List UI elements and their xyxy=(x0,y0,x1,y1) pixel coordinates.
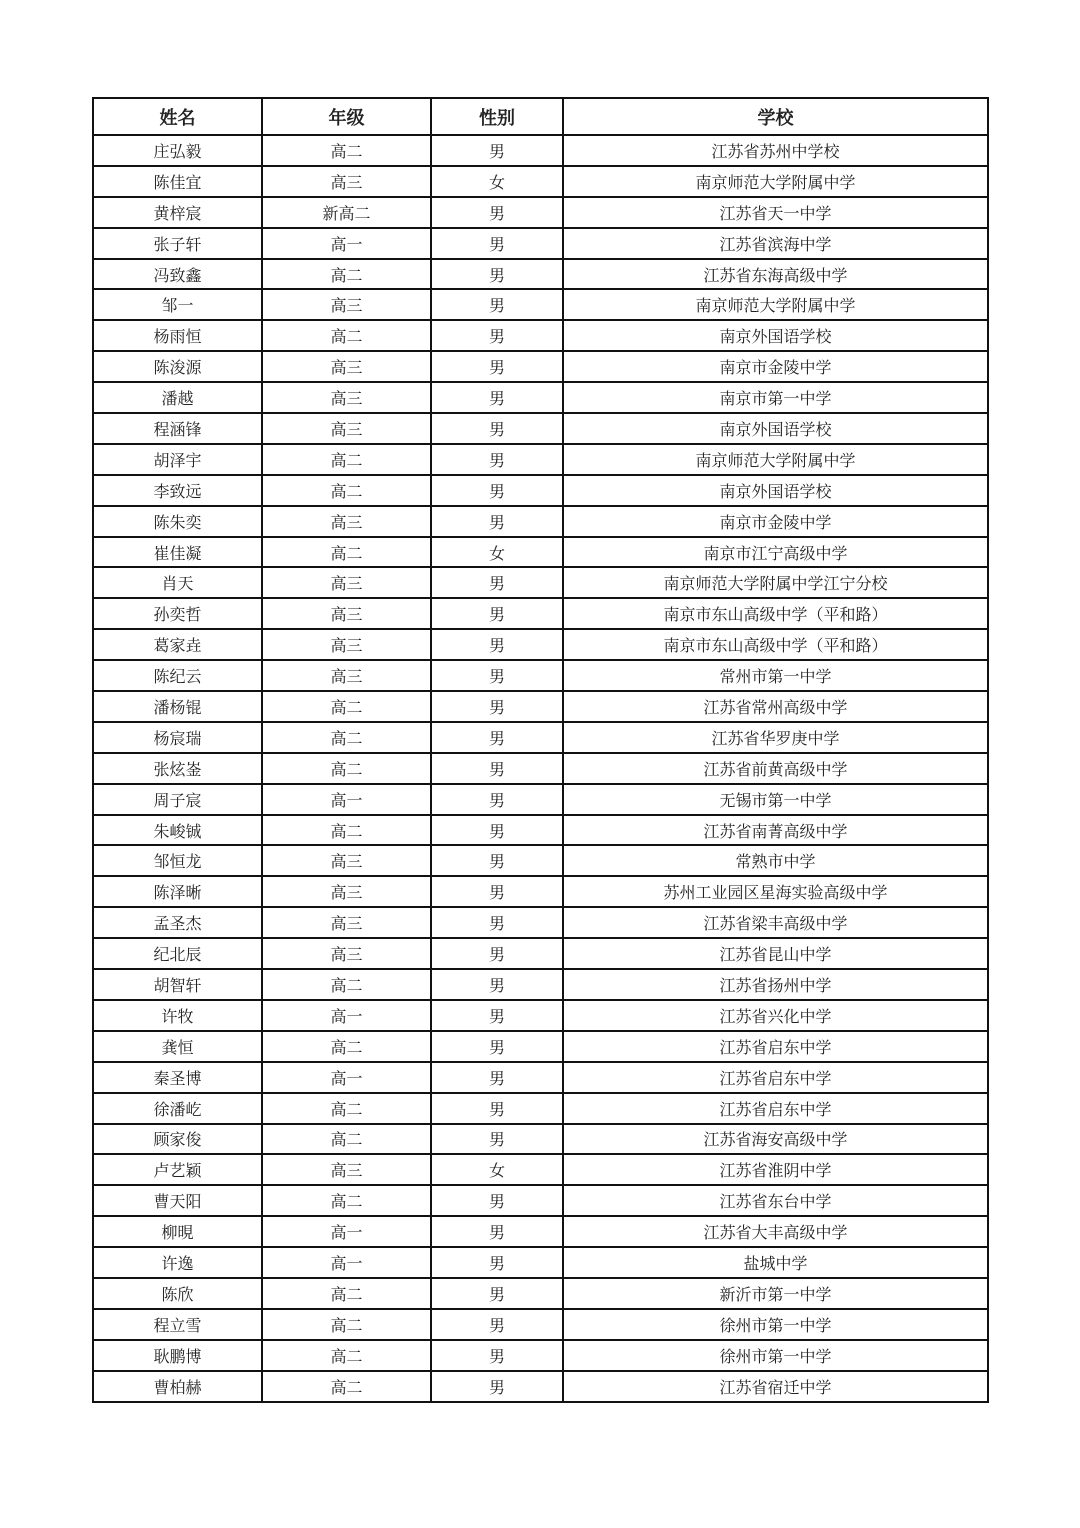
cell-grade: 高二 xyxy=(262,1124,431,1155)
cell-name: 柳晛 xyxy=(93,1216,262,1247)
cell-gender: 男 xyxy=(431,815,563,846)
cell-grade: 高二 xyxy=(262,753,431,784)
cell-gender: 男 xyxy=(431,197,563,228)
cell-school: 南京市第一中学 xyxy=(563,382,988,413)
cell-name: 许牧 xyxy=(93,1000,262,1031)
table-row xyxy=(93,1154,988,1185)
cell-school: 南京市东山高级中学（平和路） xyxy=(563,629,988,660)
header-name: 姓名 xyxy=(93,98,262,135)
cell-grade: 高二 xyxy=(262,1340,431,1371)
cell-name: 崔佳凝 xyxy=(93,537,262,568)
cell-school: 江苏省南菁高级中学 xyxy=(563,815,988,846)
cell-grade: 高二 xyxy=(262,1093,431,1124)
table-row xyxy=(93,938,988,969)
cell-name: 庄弘毅 xyxy=(93,135,262,166)
cell-gender: 男 xyxy=(431,876,563,907)
cell-gender: 女 xyxy=(431,1154,563,1185)
cell-name: 杨宸瑞 xyxy=(93,722,262,753)
cell-school: 南京师范大学附属中学 xyxy=(563,289,988,320)
cell-grade: 高三 xyxy=(262,166,431,197)
cell-grade: 高三 xyxy=(262,567,431,598)
table-row xyxy=(93,567,988,598)
cell-gender: 男 xyxy=(431,259,563,290)
cell-grade: 高二 xyxy=(262,444,431,475)
cell-grade: 高三 xyxy=(262,413,431,444)
cell-grade: 高二 xyxy=(262,815,431,846)
cell-school: 江苏省天一中学 xyxy=(563,197,988,228)
cell-gender: 男 xyxy=(431,135,563,166)
table-row xyxy=(93,166,988,197)
table-row xyxy=(93,320,988,351)
cell-name: 胡智轩 xyxy=(93,969,262,1000)
cell-grade: 高一 xyxy=(262,1000,431,1031)
cell-name: 曹柏赫 xyxy=(93,1371,262,1402)
cell-school: 江苏省昆山中学 xyxy=(563,938,988,969)
cell-gender: 男 xyxy=(431,1093,563,1124)
cell-grade: 高三 xyxy=(262,382,431,413)
cell-gender: 男 xyxy=(431,1000,563,1031)
cell-name: 邹一 xyxy=(93,289,262,320)
cell-school: 江苏省东海高级中学 xyxy=(563,259,988,290)
cell-grade: 高二 xyxy=(262,135,431,166)
cell-school: 江苏省宿迁中学 xyxy=(563,1371,988,1402)
cell-school: 南京外国语学校 xyxy=(563,475,988,506)
cell-grade: 高一 xyxy=(262,1062,431,1093)
cell-grade: 高三 xyxy=(262,506,431,537)
cell-name: 张炫崟 xyxy=(93,753,262,784)
table-row xyxy=(93,197,988,228)
cell-name: 陈泽晰 xyxy=(93,876,262,907)
cell-name: 卢艺颖 xyxy=(93,1154,262,1185)
cell-name: 邹恒龙 xyxy=(93,845,262,876)
cell-grade: 高三 xyxy=(262,907,431,938)
cell-name: 葛家垚 xyxy=(93,629,262,660)
table-row xyxy=(93,722,988,753)
table-row xyxy=(93,506,988,537)
cell-name: 陈佳宜 xyxy=(93,166,262,197)
table-row xyxy=(93,691,988,722)
cell-grade: 高二 xyxy=(262,1031,431,1062)
table-row xyxy=(93,228,988,259)
cell-grade: 高三 xyxy=(262,660,431,691)
cell-school: 江苏省大丰高级中学 xyxy=(563,1216,988,1247)
student-list-table xyxy=(92,97,989,1403)
cell-school: 江苏省淮阴中学 xyxy=(563,1154,988,1185)
cell-grade: 高二 xyxy=(262,320,431,351)
table-row xyxy=(93,537,988,568)
table-row xyxy=(93,753,988,784)
cell-school: 南京师范大学附属中学 xyxy=(563,444,988,475)
table-row xyxy=(93,629,988,660)
cell-school: 南京师范大学附属中学江宁分校 xyxy=(563,567,988,598)
cell-school: 江苏省苏州中学校 xyxy=(563,135,988,166)
cell-school: 常州市第一中学 xyxy=(563,660,988,691)
cell-gender: 男 xyxy=(431,1062,563,1093)
cell-name: 孟圣杰 xyxy=(93,907,262,938)
cell-name: 许逸 xyxy=(93,1247,262,1278)
cell-name: 杨雨恒 xyxy=(93,320,262,351)
cell-school: 江苏省海安高级中学 xyxy=(563,1124,988,1155)
cell-gender: 女 xyxy=(431,166,563,197)
cell-grade: 高二 xyxy=(262,259,431,290)
cell-name: 程涵锋 xyxy=(93,413,262,444)
cell-grade: 高一 xyxy=(262,1216,431,1247)
table-row xyxy=(93,135,988,166)
cell-gender: 男 xyxy=(431,413,563,444)
cell-grade: 高三 xyxy=(262,351,431,382)
table-row xyxy=(93,1031,988,1062)
table-row xyxy=(93,1185,988,1216)
table-row xyxy=(93,845,988,876)
cell-name: 纪北辰 xyxy=(93,938,262,969)
cell-gender: 男 xyxy=(431,1340,563,1371)
cell-name: 徐潘屹 xyxy=(93,1093,262,1124)
cell-name: 潘杨锟 xyxy=(93,691,262,722)
cell-gender: 男 xyxy=(431,1031,563,1062)
cell-name: 冯致鑫 xyxy=(93,259,262,290)
table-row xyxy=(93,1278,988,1309)
cell-name: 黄梓宸 xyxy=(93,197,262,228)
cell-school: 江苏省东台中学 xyxy=(563,1185,988,1216)
cell-gender: 男 xyxy=(431,1371,563,1402)
table-row xyxy=(93,1340,988,1371)
cell-name: 朱峻铖 xyxy=(93,815,262,846)
table-header-row xyxy=(93,98,988,135)
cell-name: 陈欣 xyxy=(93,1278,262,1309)
cell-school: 新沂市第一中学 xyxy=(563,1278,988,1309)
table-row xyxy=(93,1247,988,1278)
cell-gender: 男 xyxy=(431,1309,563,1340)
cell-gender: 男 xyxy=(431,598,563,629)
cell-grade: 高二 xyxy=(262,475,431,506)
cell-gender: 男 xyxy=(431,938,563,969)
cell-gender: 男 xyxy=(431,784,563,815)
table-row xyxy=(93,876,988,907)
cell-gender: 男 xyxy=(431,567,563,598)
cell-gender: 男 xyxy=(431,969,563,1000)
cell-name: 李致远 xyxy=(93,475,262,506)
header-grade: 年级 xyxy=(262,98,431,135)
cell-gender: 男 xyxy=(431,475,563,506)
cell-grade: 高三 xyxy=(262,1154,431,1185)
cell-school: 江苏省前黄高级中学 xyxy=(563,753,988,784)
cell-school: 南京师范大学附属中学 xyxy=(563,166,988,197)
table-row xyxy=(93,413,988,444)
cell-name: 陈朱奕 xyxy=(93,506,262,537)
cell-school: 江苏省扬州中学 xyxy=(563,969,988,1000)
cell-grade: 高二 xyxy=(262,1309,431,1340)
cell-gender: 男 xyxy=(431,1216,563,1247)
cell-grade: 高一 xyxy=(262,784,431,815)
cell-name: 胡泽宇 xyxy=(93,444,262,475)
cell-grade: 高二 xyxy=(262,722,431,753)
cell-grade: 高二 xyxy=(262,1185,431,1216)
cell-grade: 高二 xyxy=(262,969,431,1000)
table-row xyxy=(93,815,988,846)
cell-school: 江苏省华罗庚中学 xyxy=(563,722,988,753)
cell-name: 孙奕哲 xyxy=(93,598,262,629)
table-row xyxy=(93,1309,988,1340)
cell-name: 周子宸 xyxy=(93,784,262,815)
cell-school: 南京市东山高级中学（平和路） xyxy=(563,598,988,629)
cell-gender: 男 xyxy=(431,289,563,320)
cell-school: 盐城中学 xyxy=(563,1247,988,1278)
cell-school: 江苏省启东中学 xyxy=(563,1093,988,1124)
cell-grade: 高三 xyxy=(262,598,431,629)
cell-gender: 男 xyxy=(431,382,563,413)
cell-school: 徐州市第一中学 xyxy=(563,1309,988,1340)
cell-name: 张子轩 xyxy=(93,228,262,259)
cell-grade: 高一 xyxy=(262,1247,431,1278)
cell-gender: 男 xyxy=(431,691,563,722)
table-row xyxy=(93,784,988,815)
table-row xyxy=(93,969,988,1000)
cell-school: 徐州市第一中学 xyxy=(563,1340,988,1371)
table-row xyxy=(93,598,988,629)
table-row xyxy=(93,1124,988,1155)
table-row xyxy=(93,382,988,413)
cell-gender: 男 xyxy=(431,845,563,876)
cell-gender: 男 xyxy=(431,351,563,382)
cell-school: 苏州工业园区星海实验高级中学 xyxy=(563,876,988,907)
cell-school: 无锡市第一中学 xyxy=(563,784,988,815)
cell-gender: 男 xyxy=(431,1247,563,1278)
cell-gender: 男 xyxy=(431,907,563,938)
cell-name: 耿鹏博 xyxy=(93,1340,262,1371)
cell-gender: 男 xyxy=(431,722,563,753)
cell-grade: 高三 xyxy=(262,845,431,876)
cell-gender: 男 xyxy=(431,506,563,537)
cell-school: 江苏省梁丰高级中学 xyxy=(563,907,988,938)
cell-gender: 男 xyxy=(431,228,563,259)
cell-gender: 男 xyxy=(431,444,563,475)
cell-school: 南京外国语学校 xyxy=(563,320,988,351)
cell-gender: 男 xyxy=(431,1185,563,1216)
cell-school: 江苏省启东中学 xyxy=(563,1062,988,1093)
cell-name: 顾家俊 xyxy=(93,1124,262,1155)
cell-name: 陈浚源 xyxy=(93,351,262,382)
table-row xyxy=(93,1093,988,1124)
table-row xyxy=(93,1371,988,1402)
cell-school: 南京市江宁高级中学 xyxy=(563,537,988,568)
cell-grade: 高一 xyxy=(262,228,431,259)
cell-name: 陈纪云 xyxy=(93,660,262,691)
cell-grade: 高三 xyxy=(262,938,431,969)
cell-grade: 高二 xyxy=(262,1371,431,1402)
table-body xyxy=(93,135,988,1402)
cell-school: 常熟市中学 xyxy=(563,845,988,876)
cell-name: 曹天阳 xyxy=(93,1185,262,1216)
cell-name: 秦圣博 xyxy=(93,1062,262,1093)
cell-grade: 高二 xyxy=(262,691,431,722)
header-school: 学校 xyxy=(563,98,988,135)
table-row xyxy=(93,351,988,382)
cell-gender: 男 xyxy=(431,660,563,691)
cell-gender: 男 xyxy=(431,629,563,660)
cell-gender: 男 xyxy=(431,1124,563,1155)
cell-school: 南京市金陵中学 xyxy=(563,351,988,382)
cell-name: 程立雪 xyxy=(93,1309,262,1340)
table-row xyxy=(93,1216,988,1247)
cell-school: 南京市金陵中学 xyxy=(563,506,988,537)
cell-grade: 高二 xyxy=(262,1278,431,1309)
cell-grade: 高二 xyxy=(262,537,431,568)
table-row xyxy=(93,444,988,475)
table-row xyxy=(93,907,988,938)
cell-school: 江苏省滨海中学 xyxy=(563,228,988,259)
cell-school: 南京外国语学校 xyxy=(563,413,988,444)
table-row xyxy=(93,1000,988,1031)
cell-grade: 高三 xyxy=(262,876,431,907)
table-row xyxy=(93,289,988,320)
table-row xyxy=(93,660,988,691)
table-row xyxy=(93,259,988,290)
cell-grade: 高三 xyxy=(262,629,431,660)
cell-grade: 高三 xyxy=(262,289,431,320)
cell-name: 潘越 xyxy=(93,382,262,413)
cell-gender: 男 xyxy=(431,1278,563,1309)
cell-name: 龚恒 xyxy=(93,1031,262,1062)
cell-gender: 男 xyxy=(431,320,563,351)
table-row xyxy=(93,475,988,506)
cell-gender: 男 xyxy=(431,753,563,784)
cell-name: 肖天 xyxy=(93,567,262,598)
cell-gender: 女 xyxy=(431,537,563,568)
cell-school: 江苏省启东中学 xyxy=(563,1031,988,1062)
cell-grade: 新高二 xyxy=(262,197,431,228)
header-gender: 性别 xyxy=(431,98,563,135)
cell-school: 江苏省常州高级中学 xyxy=(563,691,988,722)
cell-school: 江苏省兴化中学 xyxy=(563,1000,988,1031)
table-row xyxy=(93,1062,988,1093)
